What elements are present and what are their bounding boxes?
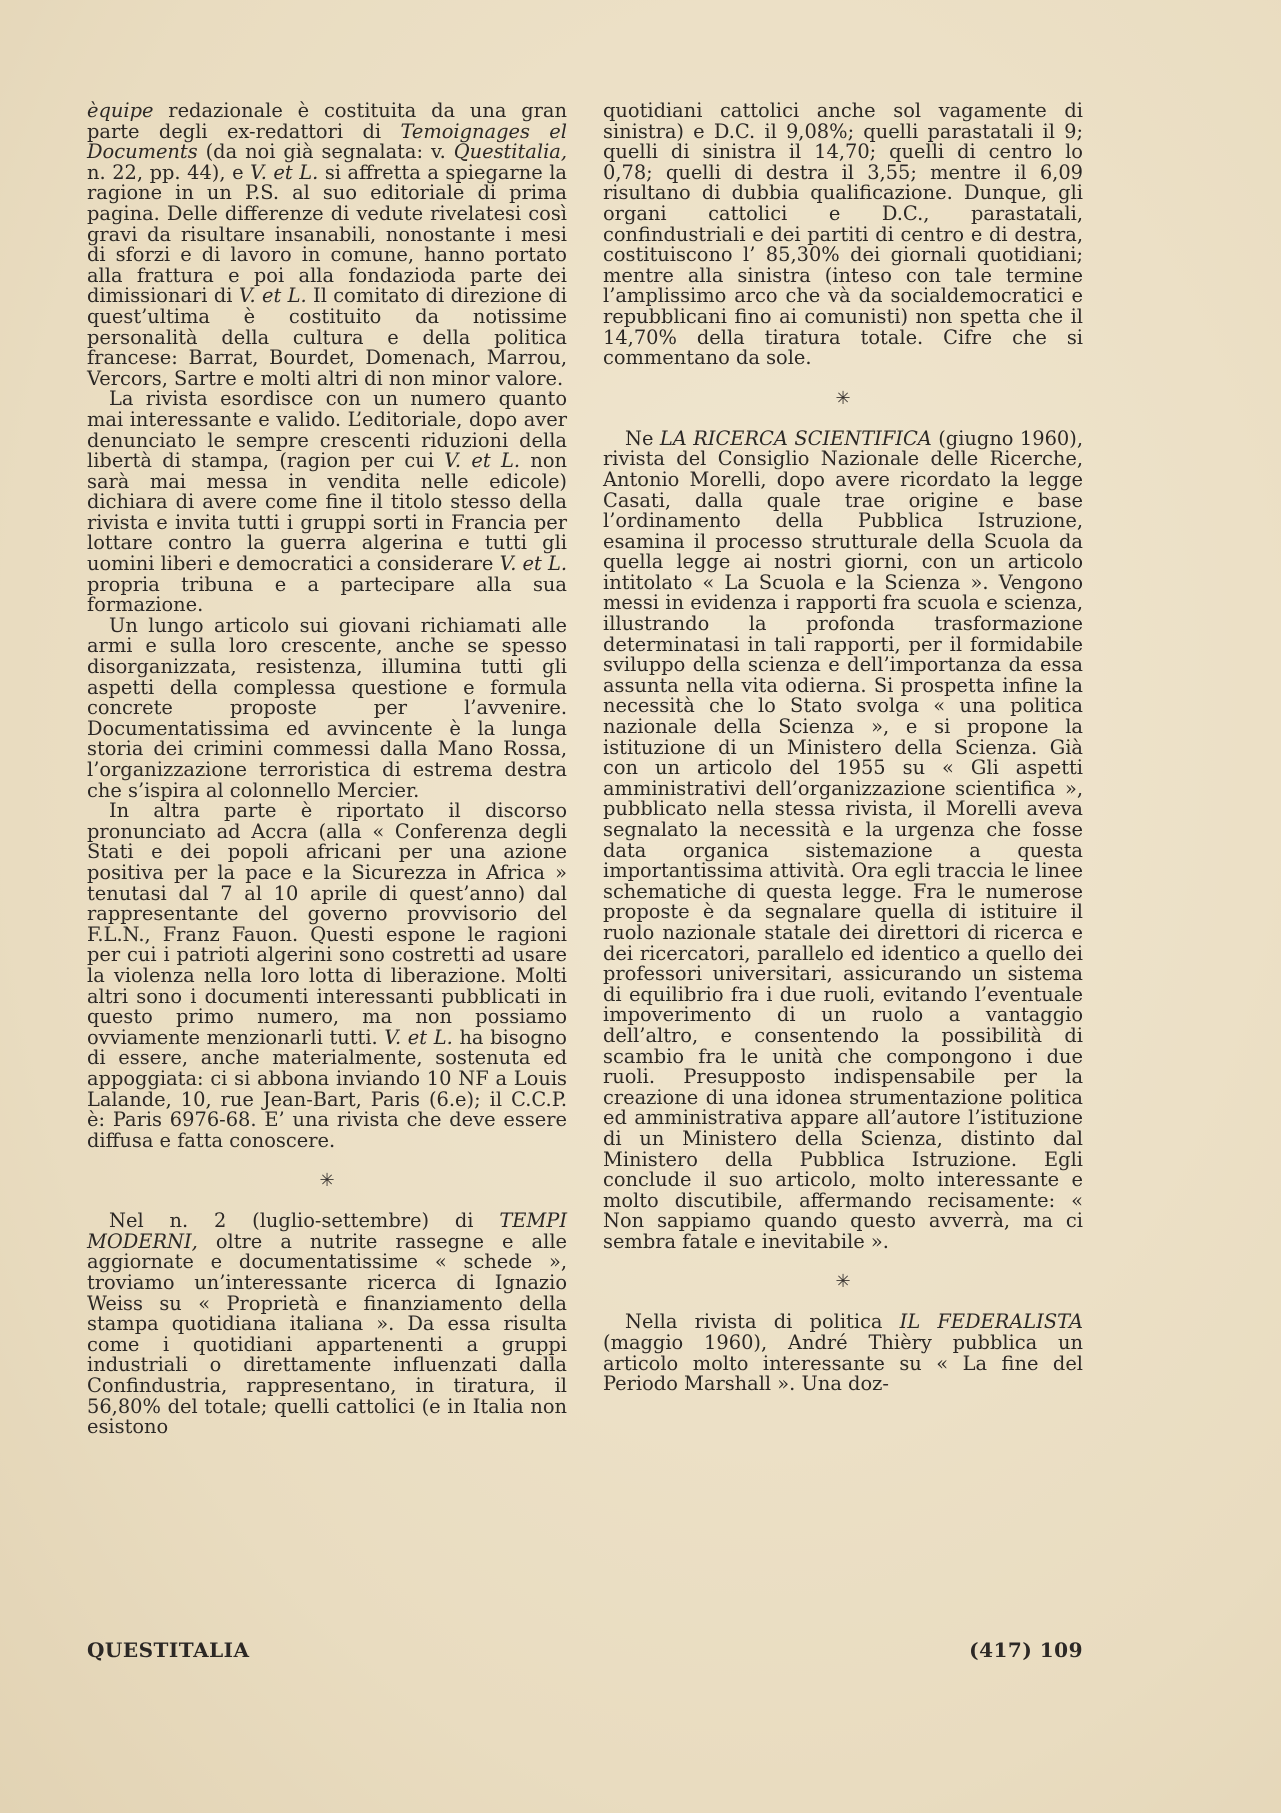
right-column [603,101,1083,1395]
footer-journal-name: QUESTITALIA [87,1638,250,1662]
article-paragraph: èquipe redazionale è costituita da una gran parte degli ex-redattori di Temoignages el Documents (da noi già segnalata: v. Questitalia, n. 22, pp. 44), e V. et L. si affretta a spiegarne la ragione in un P.S. al suo editoriale di prima pagina. Delle differenze di vedute rivelatesi così gravi da risultare insanabili, nonostante i mesi di sforzi e di lavoro in comune, hanno portato alla frattura e poi alla fondazioda parte dei dimissionari di V. et L. Il comitato di direzione di quest’ultima è costituito da notissime personalità della cultura e della politica francese: Barrat, Bourdet, Domenach, Marrou, Vercors, Sartre e molti altri di non minor valore. [87,99,567,390]
footer-page-number: (417) 109 [969,1638,1083,1662]
section-separator-asterisk: ✳ [319,1170,335,1192]
article-paragraph: quotidiani cattolici anche sol vagamente di sinistra) e D.C. il 9,08%; quelli parastatali il 9; quelli di sinistra il 14,70; quelli di centro lo 0,78; quelli di destra il 3,55; mentre il 6,09 risultano di dubbia qualificazione. Dunque, gli organi cattolici e D.C., parastatali, confindustriali e dei partiti di centro e di destra, costituiscono l’ 85,30% dei giornali quotidiani; mentre alla sinistra (inteso con tale termine l’amplissimo arco che và da socialdemocratici e repubblicani fino ai comunisti) non spetta che il 14,70% della tiratura totale. Cifre che si commentano da sole. [603,99,1083,370]
article-paragraph: La rivista esordisce con un numero quanto mai interessante e valido. L’editoriale, dopo aver denunciato le sempre crescenti riduzioni della libertà di stampa, (ragion per cui V. et L. non sarà mai messa in vendita nelle edicole) dichiara di avere come fine il titolo stesso della rivista e invita tutti i gruppi sorti in Francia per lottare contro la guerra algerina e tutti gli uomini liberi e democratici a considerare V. et L. propria tribuna e a partecipare alla sua formazione. [87,387,568,617]
article-paragraph: In altra parte è riportato il discorso pronunciato ad Accra (alla « Conferenza degli Stati e dei popoli africani per una azione positiva per la pace e la Sicurezza in Africa » tenutasi dal 7 al 10 aprile di quest’anno) dal rappresentante del governo provvisorio del F.L.N., Franz Fauon. Questi espone le ragioni per cui i patrioti algerini sono costretti ad usare la violenza nella loro lotta di liberazione. Molti altri sono i documenti interessanti pubblicati in questo primo numero, ma non possiamo ovviamente menzionarli tutti. V. et L. ha bisogno di essere, anche materialmente, sostenuta ed appoggiata: ci si abbona inviando 10 NF a Louis Lalande, 10, rue Jean-Bart, Paris (6.e); il C.C.P. è: Paris 6976-68. E’ una rivista che deve essere diffusa e fatta conoscere. [87,799,567,1152]
left-column [87,101,567,1438]
article-paragraph: Un lungo articolo sui giovani richiamati alle armi e sulla loro crescente, anche se spesso disorganizzata, resistenza, illumina tutti gli aspetti della complessa questione e formula concrete proposte per l’avvenire. Documentatissima ed avvincente è la lunga storia dei crimini commessi dalla Mano Rossa, l’organizzazione terroristica di estrema destra che s’ispira al colonnello Mercier. [87,613,567,802]
section-separator-asterisk: ✳ [835,387,851,409]
article-paragraph: Nella rivista di politica IL FEDERALISTA (maggio 1960), André Thièry pubblica un articolo molto interessante su « La fine del Periodo Marshall ». Una doz- [603,1310,1083,1396]
article-paragraph: Nel n. 2 (luglio-settembre) di TEMPI MODERNI, oltre a nutrite rassegne e alle aggiornate e documentatissime « schede », troviamo un’interessante ricerca di Ignazio Weiss su « Proprietà e finanziamento della stampa quotidiana italiana ». Da essa risulta come i quotidiani appartenenti a gruppi industriali o direttamente influenzati dalla Confindustria, rappresentano, in tiratura, il 56,80% del totale; quelli cattolici (e in Italia non esistono [87,1209,567,1439]
section-separator-asterisk: ✳ [835,1271,851,1293]
article-paragraph: Ne LA RICERCA SCIENTIFICA (giugno 1960), rivista del Consiglio Nazionale delle Ricerche, Antonio Morelli, dopo avere ricordato la legge Casati, dalla quale trae origine e base l’ordinamento della Pubblica Istruzione, esamina il processo strutturale della Scuola da quella legge ai nostri giorni, con un articolo intitolato « La Scuola e la Scienza ». Vengono messi in evidenza i rapporti fra scuola e scienza, illustrando la profonda trasformazione determinatasi in tali rapporti, per il formidabile sviluppo della scienza e dell’importanza da essa assunta nella vita odierna. Si prospetta infine la necessità che lo Stato svolga « una politica nazionale della Scienza », e si propone la istituzione di un Ministero della Scienza. Già con un articolo del 1955 su « Gli aspetti amministrativi dell’organizzazione scientifica », pubblicato nella stessa rivista, il Morelli aveva segnalato la necessità e la urgenza che fosse data organica sistemazione a questa importantissima attività. Ora egli traccia le linee schematiche di questa legge. Fra le numerose proposte è da segnalare quella di istituire il ruolo nazionale statale dei direttori di ricerca e dei ricercatori, parallelo ed identico a quello dei professori universitari, assicurando un sistema di equilibrio fra i due ruoli, evitando l’eventuale impoverimento di un ruolo a vantaggio dell’altro, e consentendo la possibilità di scambio fra le unità che compongono i due ruoli. Presupposto indispensabile per la creazione di una idonea strumentazione politica ed amministrativa appare all’autore l’istituzione di un Ministero della Scienza, distinto dal Ministero della Pubblica Istruzione. Egli conclude il suo articolo, molto interessante e molto discutibile, affermando recisamente: « Non sappiamo quando questo avverrà, ma ci sembra fatale e inevitabile ». [603,426,1083,1253]
